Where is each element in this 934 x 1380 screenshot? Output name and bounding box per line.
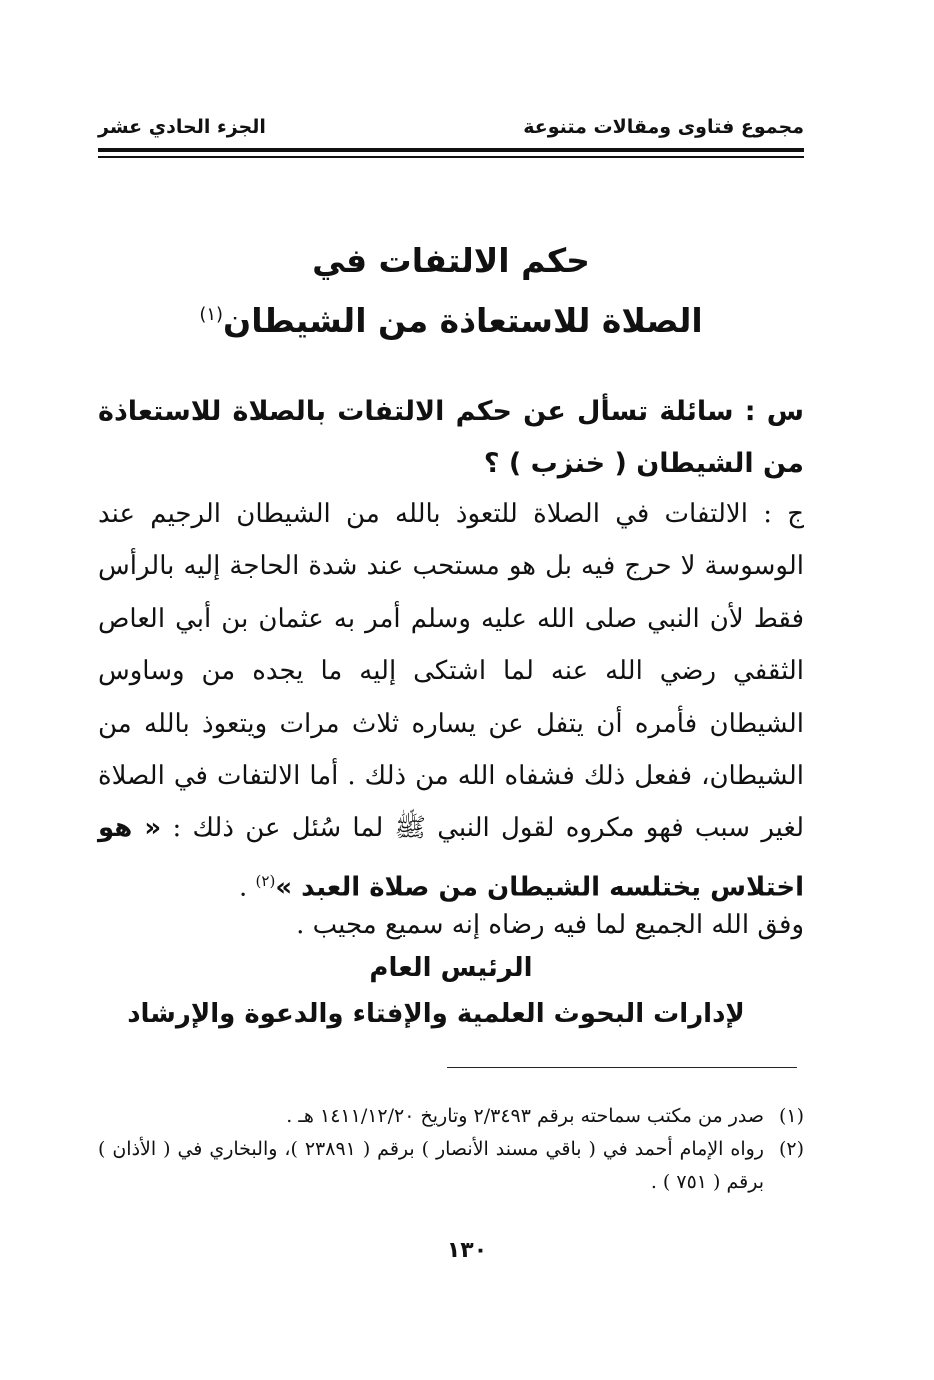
closing-line: وفق الله الجميع لما فيه رضاه إنه سميع مجيب .: [296, 910, 804, 940]
title-line-1: حكم الالتفات في: [312, 241, 590, 280]
signature-title: الرئيس العام: [369, 953, 533, 983]
footnotes: [98, 1100, 804, 1199]
answer-paragraph: [98, 488, 804, 914]
signature-organization: لإدارات البحوث العلمية والإفتاء والدعوة والإرشاد: [127, 999, 745, 1029]
running-header: [98, 112, 804, 142]
footnote-item: [98, 1100, 804, 1133]
hadith-quote: « هو اختلاس يختلسه الشيطان من صلاة العبد »: [98, 813, 804, 903]
page-number: ١٣٠: [446, 1238, 488, 1263]
fatwa-title: [98, 234, 804, 348]
title-footnote-ref: (١): [199, 304, 224, 325]
answer-end-mark: .: [239, 872, 248, 903]
answer-footnote-ref: (٢): [255, 871, 276, 890]
question-paragraph: س : سائلة تسأل عن حكم الالتفات بالصلاة للاستعاذة من الشيطان ( خنزب ) ؟: [98, 396, 804, 479]
footnote-number: (٢): [778, 1138, 804, 1160]
footnote-separator: [447, 1067, 797, 1068]
header-rule-thin: [98, 156, 804, 158]
book-title: مجموع فتاوى ومقالات متنوعة: [523, 116, 804, 138]
answer-text: ج : الالتفات في الصلاة للتعوذ بالله من الشيطان الرجيم عند الوسوسة لا حرج فيه بل هو مستحب عند شدة الحاجة إليه بالرأس فقط لأن النبي صلى الله عليه وسلم أمر به عثمان بن أبي العاص الثقفي رضي الله عنه لما اشتكى إليه ما يجده من وساوس الشيطان فأمره أن يتفل عن يساره ثلاث مرات ويتعوذ بالله من الشيطان، ففعل ذلك فشفاه الله من ذلك . أما الالتفات في الصلاة لغير سبب فهو مكروه لقول النبي ﷺ لما سُئل عن ذلك :: [98, 499, 804, 844]
footnote-text: صدر من مكتب سماحته برقم ٢/٣٤٩٣ وتاريخ ١٤١١/١٢/٢٠ هـ .: [286, 1105, 764, 1127]
header-rule-thick: [98, 148, 804, 152]
footnote-item: [98, 1133, 804, 1199]
footnote-text: رواه الإمام أحمد في ( باقي مسند الأنصار ) برقم ( ٢٣٨٩١ )، والبخاري في ( الأذان ) برقم ( ٧٥١ ) .: [98, 1138, 764, 1193]
volume-label: الجزء الحادي عشر: [98, 116, 266, 138]
footnote-number: (١): [778, 1105, 804, 1127]
title-line-2-text: الصلاة للاستعاذة من الشيطان: [223, 301, 703, 340]
title-line-2: [98, 288, 804, 348]
